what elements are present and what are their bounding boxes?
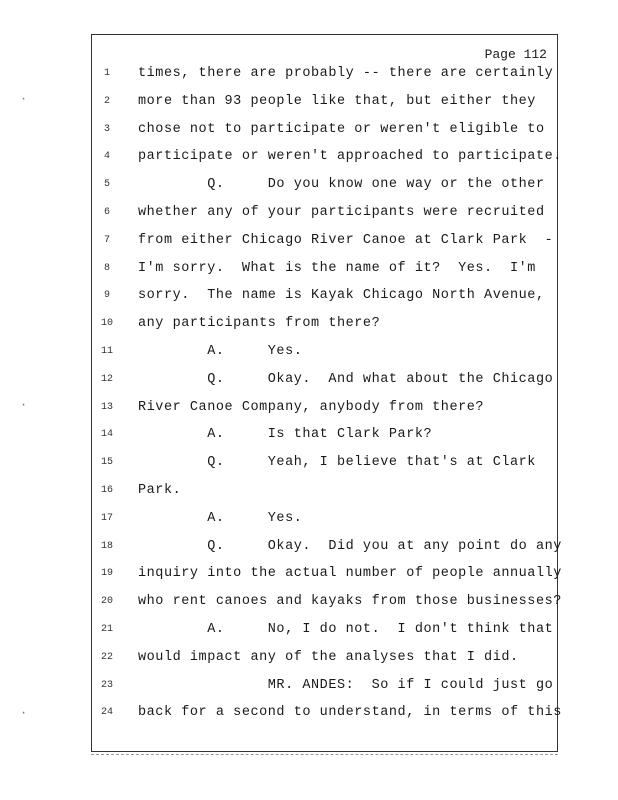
line-number: 21 (100, 624, 113, 635)
transcript-line-text: MR. ANDES: So if I could just go (138, 678, 554, 693)
bottom-rule (91, 754, 558, 755)
transcript-line-text: whether any of your participants were recruited (138, 205, 545, 220)
transcript-line-text: from either Chicago River Canoe at Clark Park - (138, 233, 554, 248)
transcript-line-text: Q. Okay. Did you at any point do any (138, 539, 562, 554)
binding-hole-mark: · (20, 398, 28, 412)
transcript-line-text: who rent canoes and kayaks from those businesses? (138, 594, 562, 609)
line-number: 17 (100, 513, 113, 524)
transcript-line-text: I'm sorry. What is the name of it? Yes. I'm (138, 261, 536, 276)
line-number: 22 (100, 652, 113, 663)
line-number: 14 (100, 429, 113, 440)
transcript-line-text: inquiry into the actual number of people annually (138, 566, 562, 581)
transcript-line-text: River Canoe Company, anybody from there? (138, 400, 485, 415)
transcript-line-text: sorry. The name is Kayak Chicago North Avenue, (138, 288, 545, 303)
transcript-line-text: Park. (138, 483, 182, 498)
transcript-line-text: A. Yes. (138, 344, 303, 359)
transcript-page-frame (91, 34, 558, 752)
transcript-line-text: participate or weren't approached to participate. (138, 149, 562, 164)
line-number: 13 (100, 402, 113, 413)
line-number: 3 (103, 124, 110, 135)
line-number: 5 (103, 179, 110, 190)
line-number: 19 (100, 568, 113, 579)
line-number: 4 (103, 151, 110, 162)
page-number: Page 112 (484, 47, 547, 62)
transcript-line-text: more than 93 people like that, but either they (138, 94, 536, 109)
line-number: 6 (103, 207, 110, 218)
transcript-line-text: A. Yes. (138, 511, 303, 526)
line-number: 2 (103, 96, 110, 107)
line-number: 16 (100, 485, 113, 496)
transcript-line-text: Q. Do you know one way or the other (138, 177, 545, 192)
transcript-line-text: Q. Yeah, I believe that's at Clark (138, 455, 536, 470)
line-number: 24 (100, 707, 113, 718)
line-number: 8 (103, 263, 110, 274)
line-number: 11 (100, 346, 113, 357)
transcript-line-text: would impact any of the analyses that I did. (138, 650, 519, 665)
binding-hole-mark: · (20, 706, 28, 720)
line-number: 12 (100, 374, 113, 385)
line-number: 20 (100, 596, 113, 607)
line-number: 9 (103, 290, 110, 301)
line-number: 10 (100, 318, 113, 329)
line-number: 18 (100, 541, 113, 552)
transcript-line-text: A. Is that Clark Park? (138, 427, 433, 442)
line-number: 23 (100, 680, 113, 691)
transcript-line-text: Q. Okay. And what about the Chicago (138, 372, 554, 387)
line-number: 1 (103, 68, 110, 79)
transcript-line-text: times, there are probably -- there are certainly (138, 66, 554, 81)
transcript-line-text: back for a second to understand, in terms of this (138, 705, 562, 720)
transcript-line-text: A. No, I do not. I don't think that (138, 622, 554, 637)
transcript-line-text: any participants from there? (138, 316, 381, 331)
binding-hole-mark: · (20, 92, 28, 106)
line-number: 7 (103, 235, 110, 246)
line-number: 15 (100, 457, 113, 468)
transcript-line-text: chose not to participate or weren't eligible to (138, 122, 545, 137)
